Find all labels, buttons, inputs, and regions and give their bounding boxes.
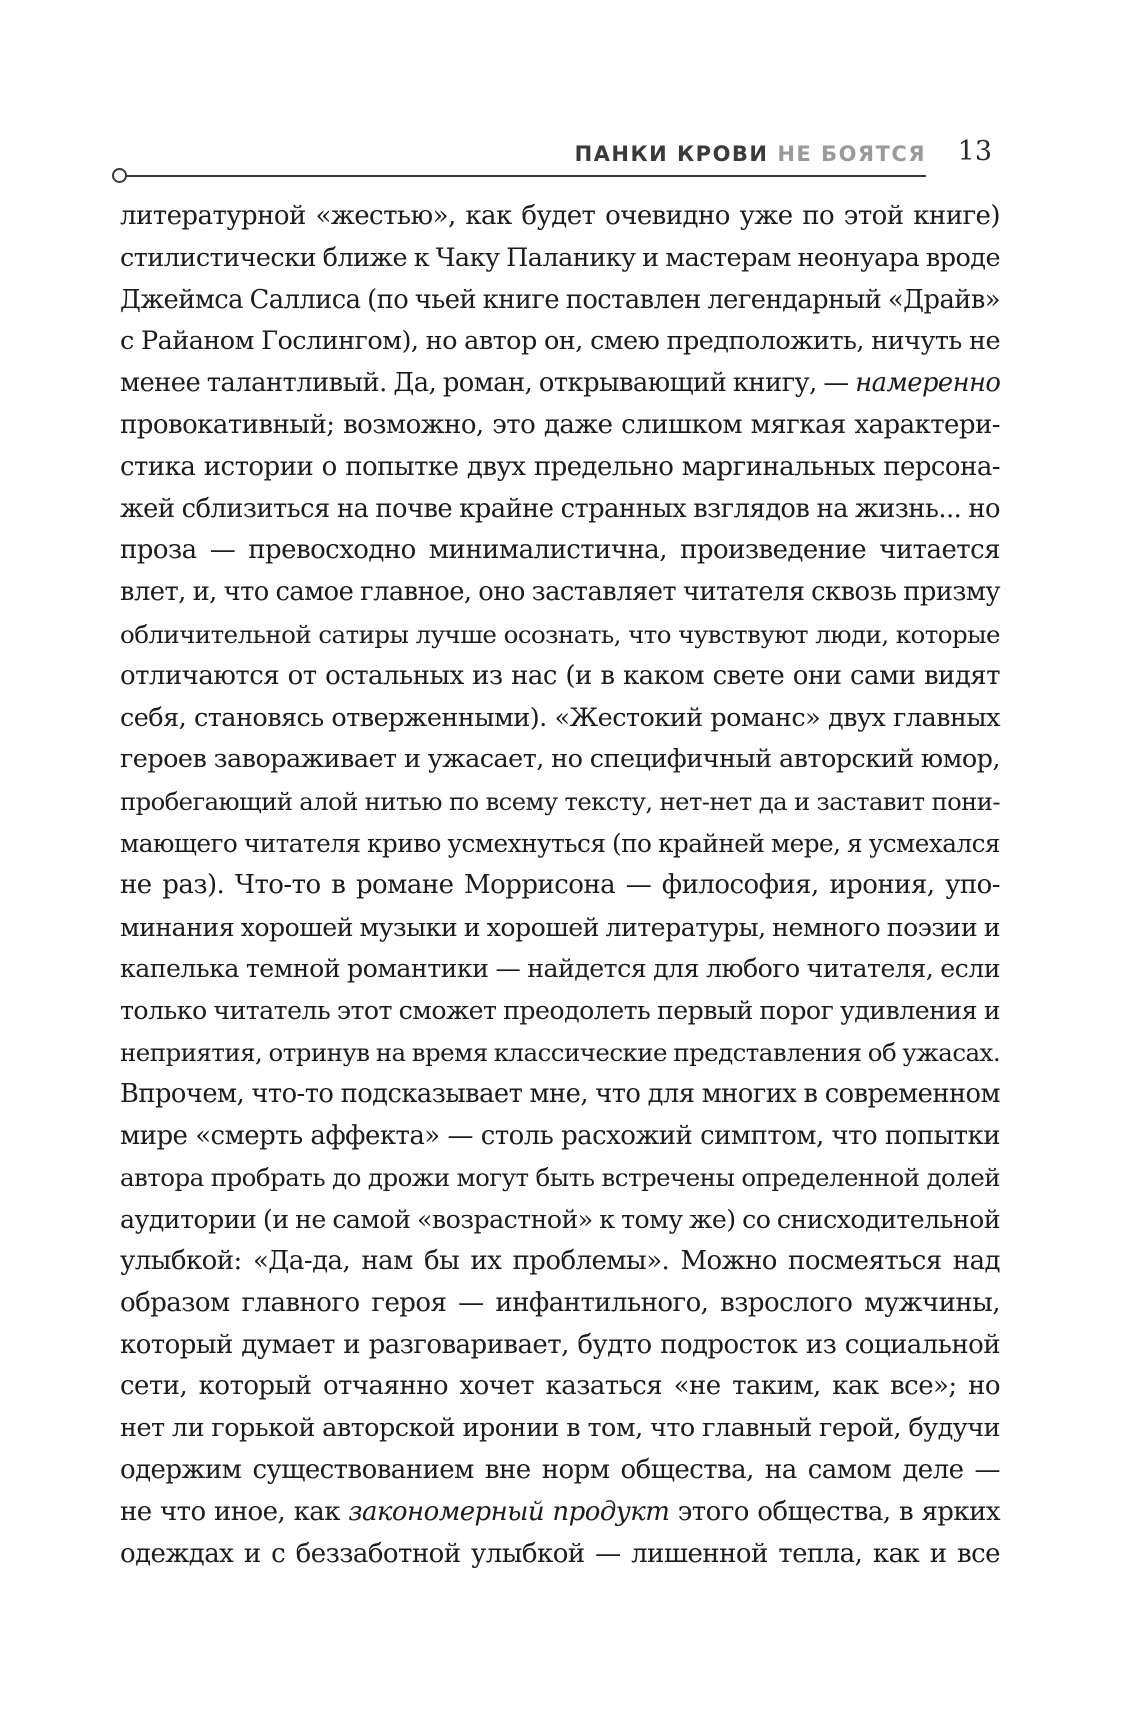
text-line: улыбкой: «Да-да, нам бы их проблемы». Можно посмеяться над: [120, 1245, 1000, 1276]
text-line: Джеймса Саллиса (по чьей книге поставлен легендарный «Драйв»: [120, 284, 1001, 315]
text-line: Впрочем, что-то подсказывает мне, что для многих в современном: [120, 1078, 1000, 1109]
text-line: нет ли горькой авторской иронии в том, что главный герой, будучи: [120, 1413, 1000, 1444]
text-line: с Райаном Гослингом), но автор он, смею предположить, ничуть не: [120, 326, 1000, 357]
text-line: жей сблизиться на почве крайне странных взглядов на жизнь... но: [120, 493, 1000, 524]
text-line: одержим существованием вне норм общества, на самом деле —: [120, 1454, 1000, 1485]
text-line: [120, 363, 1000, 405]
text-line: литературной «жестью», как будет очевидно уже по этой книге): [120, 201, 1000, 231]
text-line: образом главного героя — инфантильного, взрослого мужчины,: [120, 1287, 1000, 1318]
text-line: который думает и разговаривает, будто подросток из социальной: [120, 1329, 1000, 1360]
header-rule: [126, 175, 926, 177]
italic-emphasis: закономерный продукт: [348, 1496, 670, 1527]
text-line: одеждах и с беззаботной улыбкой — лишенной тепла, как и все: [120, 1538, 1000, 1569]
text-line: стилистически ближе к Чаку Паланику и мастерам неонуара вроде: [120, 242, 1000, 273]
text-line: неприятия, отринув на время классические представления об ужасах.: [120, 1037, 1001, 1067]
text-line: мающего читателя криво усмехнуться (по крайней мере, я усмехался: [120, 828, 1000, 858]
text-line: влет, и, что самое главное, оно заставляет читателя сквозь призму: [120, 577, 1000, 608]
text-line: отличаются от остальных из нас (и в каком свете они сами видят: [120, 660, 1000, 691]
text-line: героев завораживает и ужасает, но специфичный авторский юмор,: [120, 744, 1000, 775]
text-line: провокативный; возможно, это даже слишком мягкая характери-: [120, 409, 1000, 440]
text-line: только читатель этот сможет преодолеть первый порог удивления и: [120, 996, 1000, 1026]
text-line: минания хорошей музыки и хорошей литературы, немного поэзии и: [120, 912, 1000, 942]
text-line: не раз). Что-то в романе Моррисона — философия, ирония, упо-: [120, 869, 1000, 900]
text-line: капелька темной романтики — найдется для любого читателя, если: [120, 954, 1000, 984]
running-head-title-dark: ПАНКИ КРОВИ: [574, 142, 769, 166]
text-line: обличительной сатиры лучше осознать, что чувствуют люди, которые: [120, 619, 1000, 649]
text-line: пробегающий алой нитью по всему тексту, нет-нет да и заставит пони-: [120, 787, 1000, 817]
running-head: [112, 130, 992, 180]
running-head-title: [575, 142, 926, 166]
page-number: 13: [957, 136, 992, 167]
text-run: не что иное, как: [120, 1496, 349, 1527]
text-line: себя, становясь отверженными). «Жестокий романс» двух главных: [120, 702, 1000, 733]
text-line: сети, который отчаянно хочет казаться «не таким, как все»; но: [120, 1371, 1000, 1402]
text-line: автора пробрать до дрожи могут быть встречены определенной долей: [120, 1163, 1000, 1193]
text-line: мире «смерть аффекта» — столь расхожий симптом, что попытки: [120, 1120, 1000, 1151]
body-text: [120, 196, 1000, 1575]
header-rule-circle: [112, 168, 127, 183]
text-run: этого общества, в ярких: [669, 1496, 1000, 1527]
text-run: менее талантливый. Да, роман, открывающий книгу, —: [120, 368, 856, 399]
text-line: проза — превосходно минималистична, произведение читается: [120, 535, 1000, 566]
text-line: стика истории о попытке двух предельно маргинальных персона-: [120, 451, 1000, 482]
text-line: аудитории (и не самой «возрастной» к тому же) со снисходительной: [120, 1205, 1000, 1235]
text-line: [120, 1492, 1000, 1534]
running-head-title-grey: НЕ БОЯТСЯ: [777, 142, 926, 166]
italic-emphasis: намеренно: [855, 368, 1001, 399]
